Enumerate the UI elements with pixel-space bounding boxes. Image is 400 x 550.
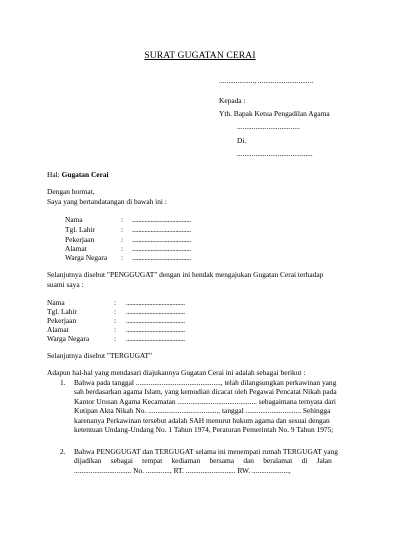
defendant-citizenship-blank: ...................................... <box>126 334 185 343</box>
defendant-job-label: Pekerjaan <box>47 316 77 325</box>
defendant-dob-blank: ...................................... <box>126 307 185 316</box>
subject-text: Gugatan Cerai <box>61 170 109 179</box>
defendant-job-blank: ...................................... <box>126 316 185 325</box>
plaintiff-citizenship-blank: ...................................... <box>132 253 191 262</box>
ground-2-line: dijadikan sebagai tempat kediaman bersama dan beralamat di Jalan <box>74 456 332 466</box>
defendant-name-label: Nama <box>47 298 65 307</box>
grounds-intro: Adapun hal-hal yang mendasari diajukannya Gugatan Cerai ini adalah sebagai berikut : <box>47 368 306 377</box>
defendant-address-blank: ...................................... <box>126 325 185 334</box>
place-date: ..................., .............................. <box>219 76 314 85</box>
plaintiff-citizenship-colon: : <box>121 253 124 262</box>
plaintiff-address-blank: ...................................... <box>132 244 191 253</box>
defendant-dob-label: Tgl. Lahir <box>47 307 77 316</box>
plaintiff-note-line2: suami saya : <box>47 280 84 289</box>
plaintiff-citizenship-label: Warga Negara <box>65 253 108 262</box>
plaintiff-name-blank: ...................................... <box>132 215 191 224</box>
plaintiff-job-blank: ...................................... <box>132 235 191 244</box>
subject-label: Hal: <box>47 170 60 179</box>
ground-2-text <box>74 447 363 475</box>
plaintiff-dob-label: Tgl. Lahir <box>65 225 95 234</box>
recipient-di: Di. <box>237 136 247 145</box>
defendant-citizenship-colon: : <box>114 334 117 343</box>
defendant-job-colon: : <box>114 316 117 325</box>
plaintiff-name-label: Nama <box>65 215 83 224</box>
defendant-dob-colon: : <box>114 307 117 316</box>
defendant-note: Selanjutnya disebut "TERGUGAT" <box>47 351 152 360</box>
document-title: SURAT GUGATAN CERAI <box>144 50 256 61</box>
ground-1-number: 1. <box>60 378 66 387</box>
ground-1-line: Kantor Urusan Agama Kecamatan ........................................... sebagaimana ternyata dari <box>74 396 336 406</box>
defendant-citizenship-label: Warga Negara <box>47 334 90 343</box>
plaintiff-note-line1: Selanjutnya disebut "PENGGUGAT" dengan ini hendak mengajukan Gugatan Cerai terhadap <box>47 270 324 279</box>
recipient-label: Kepada : <box>219 96 246 105</box>
plaintiff-dob-colon: : <box>121 225 124 234</box>
subject-line <box>47 170 109 179</box>
ground-1-line: ketentuan Undang-Undang No. 1 Tahun 1974, Peraturan Pemerintah No. 9 Tahun 1975; <box>74 425 334 435</box>
defendant-name-blank: ...................................... <box>126 298 185 307</box>
plaintiff-address-colon: : <box>121 244 124 253</box>
ground-1-line: Kutipan Akta Nikah No. ....................................... tanggal .............................. Sehingga <box>74 406 331 416</box>
ground-1-line: Bahwa pada tanggal .............................................., telah dilangsungkan perkawinan yang <box>74 378 337 387</box>
plaintiff-dob-blank: ...................................... <box>132 225 191 234</box>
ground-2-line: Bahwa PENGGUGAT dan TERGUGAT selama ini menempati rumah TERGUGAT yang <box>74 447 338 456</box>
ground-1-line: sah berdasarkan agama Islam, yang kemudian dicacat oleh Pegawai Pencatat Nikah pada <box>74 387 337 397</box>
recipient-title: Yth. Bapak Ketua Pengadilan Agama <box>219 109 330 118</box>
plaintiff-name-colon: : <box>121 215 124 224</box>
plaintiff-job-label: Pekerjaan <box>65 235 95 244</box>
ground-2-line: ............................... No. ............., RT. ........................... RW. ...................., <box>74 465 291 475</box>
recipient-address-blank: ......................................... <box>237 149 313 158</box>
ground-1-text <box>74 378 363 434</box>
ground-2-number: 2. <box>60 447 66 456</box>
intro-text: Saya yang bertandatangan di bawah ini : <box>47 197 167 206</box>
court-location-blank: .................................. <box>237 122 300 131</box>
defendant-address-label: Alamat <box>47 325 69 334</box>
defendant-name-colon: : <box>114 298 117 307</box>
plaintiff-address-label: Alamat <box>65 244 87 253</box>
ground-1-line: karenanya Perkawinan tersebut adalah SAH menurut hukum agama dan sesuai dengan <box>74 415 330 425</box>
plaintiff-job-colon: : <box>121 235 124 244</box>
defendant-address-colon: : <box>114 325 117 334</box>
greeting: Dengan hormat, <box>47 187 95 196</box>
